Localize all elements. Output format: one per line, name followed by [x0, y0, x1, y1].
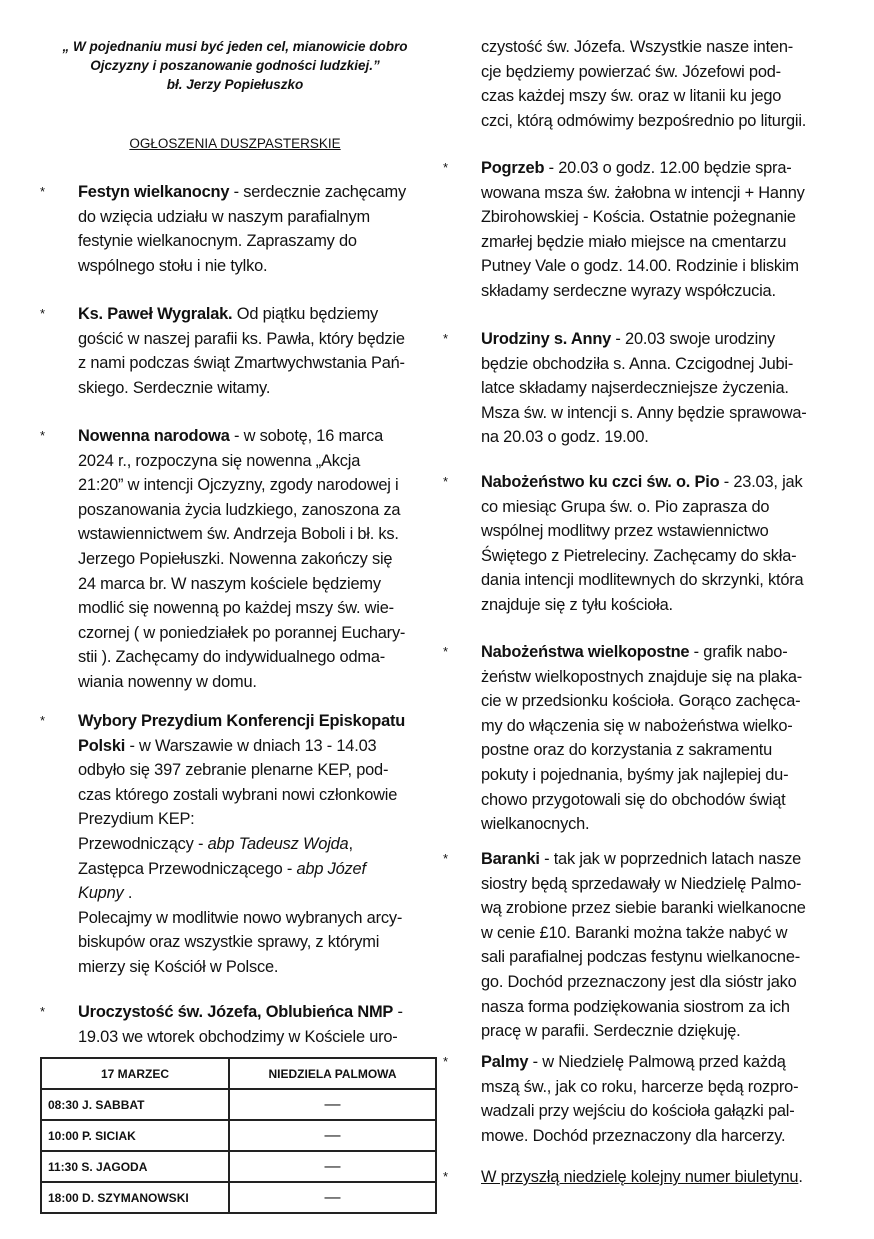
table-cell: 18:00 D. SZYMANOWSKI	[41, 1182, 229, 1213]
announcement-title: Nabożeństwa wielkopostne	[481, 643, 690, 661]
bullet-icon: *	[443, 851, 448, 866]
bullet-icon: *	[443, 1169, 448, 1184]
table-cell: —	[229, 1182, 436, 1213]
table-row	[41, 1089, 436, 1120]
announcement-title: Uroczystość św. Józefa, Oblubieńca NMP	[78, 1003, 394, 1021]
bullet-icon: *	[40, 713, 45, 728]
announcement-title: Nabożeństwo ku czci św. o. Pio	[481, 473, 720, 491]
bullet-icon: *	[40, 184, 45, 199]
announcement-title: Urodziny s. Anny	[481, 330, 612, 348]
table-cell: 11:30 S. JAGODA	[41, 1151, 229, 1182]
announcement-title: Wybory Prezydium Konferencji Episkopatu	[78, 712, 406, 730]
bullet-icon: *	[443, 474, 448, 489]
table-header-row	[41, 1058, 436, 1089]
announcement-title: Palmy	[481, 1053, 529, 1071]
mass-schedule-table	[40, 1057, 437, 1214]
table-row	[41, 1120, 436, 1151]
person-name: abp Józef	[296, 859, 366, 878]
table-row	[41, 1151, 436, 1182]
column-header: NIEDZIELA PALMOWA	[229, 1058, 436, 1089]
announcement-title: Nowenna narodowa	[78, 427, 230, 445]
table-cell: 08:30 J. SABBAT	[41, 1089, 229, 1120]
announcement-title: Pogrzeb	[481, 159, 545, 177]
bullet-icon: *	[40, 428, 45, 443]
person-name: abp Tadeusz Wojda	[207, 834, 349, 853]
table-cell: —	[229, 1151, 436, 1182]
bullet-icon: *	[443, 644, 448, 659]
table-cell: —	[229, 1089, 436, 1120]
announcement-title: Baranki	[481, 850, 540, 868]
bullet-icon: *	[443, 1054, 448, 1069]
opening-quote	[40, 37, 430, 94]
next-bulletin-text: W przyszłą niedzielę kolejny numer biuletynu	[481, 1168, 799, 1186]
announcement-title: Ks. Paweł Wygralak.	[78, 305, 233, 323]
table-row	[41, 1182, 436, 1213]
table-cell: —	[229, 1120, 436, 1151]
bullet-icon: *	[40, 306, 45, 321]
quote-author: bł. Jerzy Popiełuszko	[166, 77, 304, 92]
quote-line-2: Ojczyzny i poszanowanie godności ludzkiej.”	[90, 58, 380, 73]
quote-line-1: „ W pojednaniu musi być jeden cel, mianowicie dobro	[62, 39, 408, 54]
bullet-icon: *	[443, 331, 448, 346]
column-header: 17 MARZEC	[41, 1058, 229, 1089]
announcements-heading: OGŁOSZENIA DUSZPASTERSKIE	[129, 136, 341, 151]
announcement-title: Festyn wielkanocny	[78, 183, 230, 201]
bullet-icon: *	[40, 1004, 45, 1019]
table-cell: 10:00 P. SICIAK	[41, 1120, 229, 1151]
bullet-icon: *	[443, 160, 448, 175]
